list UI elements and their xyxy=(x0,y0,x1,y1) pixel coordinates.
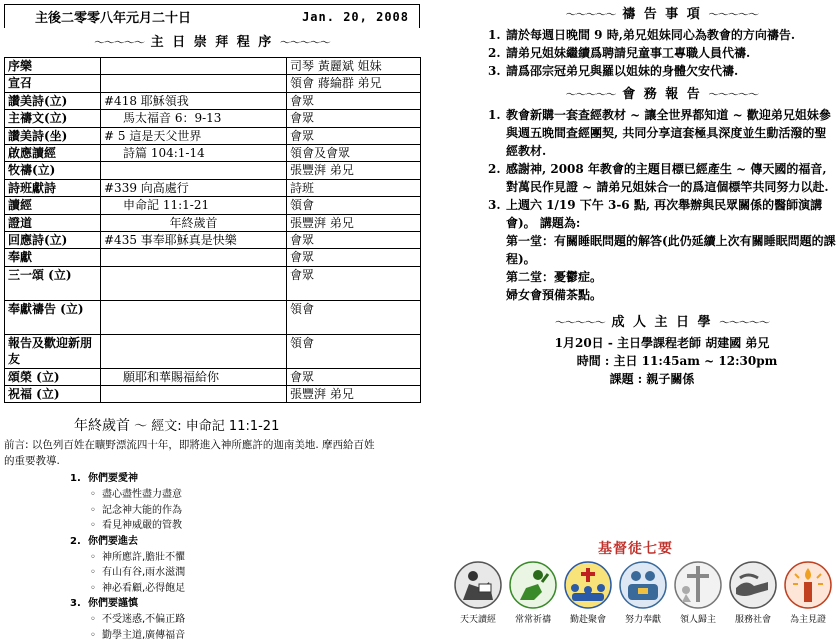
program-row xyxy=(5,249,421,266)
talk-two: 第二堂：憂鬱症。 xyxy=(506,270,603,284)
prayer-title: 〜〜〜〜〜 禱 告 事 項 〜〜〜〜〜 xyxy=(565,7,759,22)
habit-item xyxy=(562,560,614,625)
habit-item xyxy=(672,560,724,625)
habit-label: 領人歸主 xyxy=(679,615,716,625)
sermon-heading xyxy=(4,415,420,435)
program-content xyxy=(101,300,287,334)
program-person: 會眾 xyxy=(287,110,421,127)
program-row xyxy=(5,179,421,196)
outline-heading: 3. 你們要謹慎 xyxy=(70,598,138,610)
program-item: 讚美詩(立) xyxy=(5,92,101,109)
program-item: 證道 xyxy=(5,214,101,231)
program-row xyxy=(5,58,421,75)
outline-bullet: ◦ 記念神大能的作為 xyxy=(70,503,420,519)
program-person: 領會 xyxy=(287,334,421,368)
sunday-school-topic: 課題 : 親子關係 xyxy=(609,372,695,386)
prayer-list xyxy=(488,26,836,80)
habit-label: 為主見證 xyxy=(789,615,826,625)
program-item: 牧禱(立) xyxy=(5,162,101,179)
program-item: 報告及歡迎新朋友 xyxy=(5,334,101,368)
program-content: #435 事奉耶穌真是快樂 xyxy=(101,231,287,248)
habit-item xyxy=(452,560,504,625)
habit-label: 服務社會 xyxy=(734,615,771,625)
program-row xyxy=(5,127,421,144)
program-row xyxy=(5,92,421,109)
program-person: 領會 xyxy=(287,197,421,214)
sermon-preface: 前言: 以色列百姓在曠野漂流四十年，即將進入神所應許的迦南美地. 摩西給百姓的重要教導. xyxy=(4,439,375,468)
sunday-school-time: 時間 : 主日 11:45am ~ 12:30pm xyxy=(576,354,778,368)
lunar-date: 主後二零零八年元月二十日 xyxy=(35,11,192,26)
program-person: 會眾 xyxy=(287,231,421,248)
program-row xyxy=(5,368,421,385)
program-content: 願耶和華賜福給你 xyxy=(101,368,287,385)
program-person: 會眾 xyxy=(287,266,421,300)
program-content: 馬太福音 6：9-13 xyxy=(101,110,287,127)
program-content xyxy=(101,266,287,300)
program-item: 讚美詩(坐) xyxy=(5,127,101,144)
program-person: 會眾 xyxy=(287,92,421,109)
habit-item xyxy=(617,560,669,625)
program-item: 讀經 xyxy=(5,197,101,214)
program-content: 申命記 11:1-21 xyxy=(101,197,287,214)
outline-heading: 1. 你們要愛神 xyxy=(70,473,138,485)
seven-habits-title: 基督徒七要 xyxy=(598,541,673,557)
program-row xyxy=(5,300,421,334)
program-item: 主禱文(立) xyxy=(5,110,101,127)
outline-heading: 2. 你們要進去 xyxy=(70,535,138,547)
program-row xyxy=(5,75,421,92)
program-item: 祝福 (立) xyxy=(5,386,101,403)
program-person: 會眾 xyxy=(287,249,421,266)
habit-label: 常常祈禱 xyxy=(514,615,551,625)
program-person: 領會 xyxy=(287,300,421,334)
outline-bullet: ◦ 神必看顧,必得飽足 xyxy=(70,581,420,597)
praying-icon xyxy=(508,560,558,610)
program-content xyxy=(101,386,287,403)
program-item: 回應詩(立) xyxy=(5,231,101,248)
sermon-scripture: ～ 經文: 申命記 11:1-21 xyxy=(134,419,280,435)
sunday-school-teacher: 1月20日 - 主日學課程老師 胡建國 弟兄 xyxy=(554,336,770,350)
bulletin-left-column xyxy=(4,4,420,643)
program-item: 啟應讀經 xyxy=(5,144,101,161)
talk-one: 第一堂：有關睡眠問題的解答(此仍延續上次有關睡眠問題的課程)。 xyxy=(506,234,836,266)
program-item: 序樂 xyxy=(5,58,101,75)
habit-item xyxy=(727,560,779,625)
program-row xyxy=(5,231,421,248)
offering-icon xyxy=(618,560,668,610)
program-person: 會眾 xyxy=(287,127,421,144)
program-content: # 5 這是天父世界 xyxy=(101,127,287,144)
program-content xyxy=(101,58,287,75)
prayer-item: 1. 請於每週日晚間 9 時,弟兄姐妹同心為教會的方向禱告. xyxy=(488,28,796,42)
habit-label: 天天讀經 xyxy=(459,615,496,625)
program-content: #339 向高處行 xyxy=(101,179,287,196)
affairs-item: 1. 教會新購一套查經教材 ~ 讓全世界都知道 ~ 歡迎弟兄姐妹參與週五晚間查經團契, 共同分享這套極具深度並生動活潑的聖經教材. xyxy=(488,108,831,158)
serving-hands-icon xyxy=(728,560,778,610)
program-row xyxy=(5,162,421,179)
program-person: 領會 蔣綸群 弟兄 xyxy=(287,75,421,92)
program-content xyxy=(101,162,287,179)
program-item: 詩班獻詩 xyxy=(5,179,101,196)
worship-program-table xyxy=(4,57,421,403)
affairs-title: 〜〜〜〜〜 會 務 報 告 〜〜〜〜〜 xyxy=(565,87,759,102)
affairs-list xyxy=(488,106,836,232)
program-person: 司琴 黃麗斌 姐妹 xyxy=(287,58,421,75)
outline-bullet: ◦ 勤學主道,廣傳福音 xyxy=(70,628,420,644)
habit-label: 勤赴聚會 xyxy=(569,615,606,625)
program-content xyxy=(101,249,287,266)
sermon-title: 年終歲首 xyxy=(74,418,130,435)
program-person: 張豐湃 弟兄 xyxy=(287,162,421,179)
date-bar xyxy=(4,4,420,28)
reading-bible-icon xyxy=(453,560,503,610)
seven-habits-icons xyxy=(452,560,834,625)
program-content: 詩篇 104:1-14 xyxy=(101,144,287,161)
outline-bullet: ◦ 不受迷惑,不偏正路 xyxy=(70,612,420,628)
outline-bullet: ◦ 神所應許,膽壯不懼 xyxy=(70,550,420,566)
candle-witness-icon xyxy=(783,560,833,610)
program-person: 張豐湃 弟兄 xyxy=(287,214,421,231)
affairs-item: 2. 感謝神, 2008 年教會的主題目標已經產生 ~ 傳天國的福音, 對萬民作見證 ~ 請弟兄姐妹合一的爲這個標竿共同努力以赴. xyxy=(488,162,829,194)
program-item: 奉獻 xyxy=(5,249,101,266)
program-row xyxy=(5,334,421,368)
program-person: 詩班 xyxy=(287,179,421,196)
worship-title: 〜〜〜〜〜 主 日 崇 拜 程 序 〜〜〜〜〜 xyxy=(94,35,330,50)
program-row xyxy=(5,197,421,214)
seven-habits-panel xyxy=(448,534,840,644)
program-person: 領會及會眾 xyxy=(287,144,421,161)
program-content: #418 耶穌領我 xyxy=(101,92,287,109)
program-item: 頌榮 (立) xyxy=(5,368,101,385)
habit-label: 努力奉獻 xyxy=(624,615,661,625)
prayer-item: 3. 請爲邵宗冠弟兄與羅以姐妹的身體欠安代禱. xyxy=(488,64,739,78)
program-item: 奉獻禱告 (立) xyxy=(5,300,101,334)
program-content xyxy=(101,334,287,368)
gathering-icon xyxy=(563,560,613,610)
program-person: 張豐湃 弟兄 xyxy=(287,386,421,403)
leading-to-cross-icon xyxy=(673,560,723,610)
prayer-item: 2. 請弟兄姐妹繼續爲聘請兒童事工專職人員代禱. xyxy=(488,46,751,60)
program-row xyxy=(5,110,421,127)
english-date: Jan. 20, 2008 xyxy=(302,9,409,24)
program-row xyxy=(5,266,421,300)
sermon-outline xyxy=(4,471,420,643)
outline-bullet: ◦ 看見神威嚴的管教 xyxy=(70,518,420,534)
outline-bullet: ◦ 盡心盡性盡力盡意 xyxy=(70,487,420,503)
program-row xyxy=(5,214,421,231)
program-content: 年終歲首 xyxy=(101,214,287,231)
program-item: 宣召 xyxy=(5,75,101,92)
sunday-school-title: 〜〜〜〜〜 成 人 主 日 學 〜〜〜〜〜 xyxy=(554,315,770,330)
program-row xyxy=(5,144,421,161)
program-content xyxy=(101,75,287,92)
habit-item xyxy=(782,560,834,625)
outline-bullet: ◦ 有山有谷,雨水滋潤 xyxy=(70,565,420,581)
bulletin-right-column xyxy=(488,4,836,388)
tea-note: 婦女會預備茶點。 xyxy=(506,288,603,302)
habit-item xyxy=(507,560,559,625)
program-row xyxy=(5,386,421,403)
affairs-item: 3. 上週六 1/19 下午 3-6 點, 再次舉辦與民眾關係的醫師演講會)。 講題為: xyxy=(488,198,823,230)
program-person: 會眾 xyxy=(287,368,421,385)
program-item: 三一頌 (立) xyxy=(5,266,101,300)
